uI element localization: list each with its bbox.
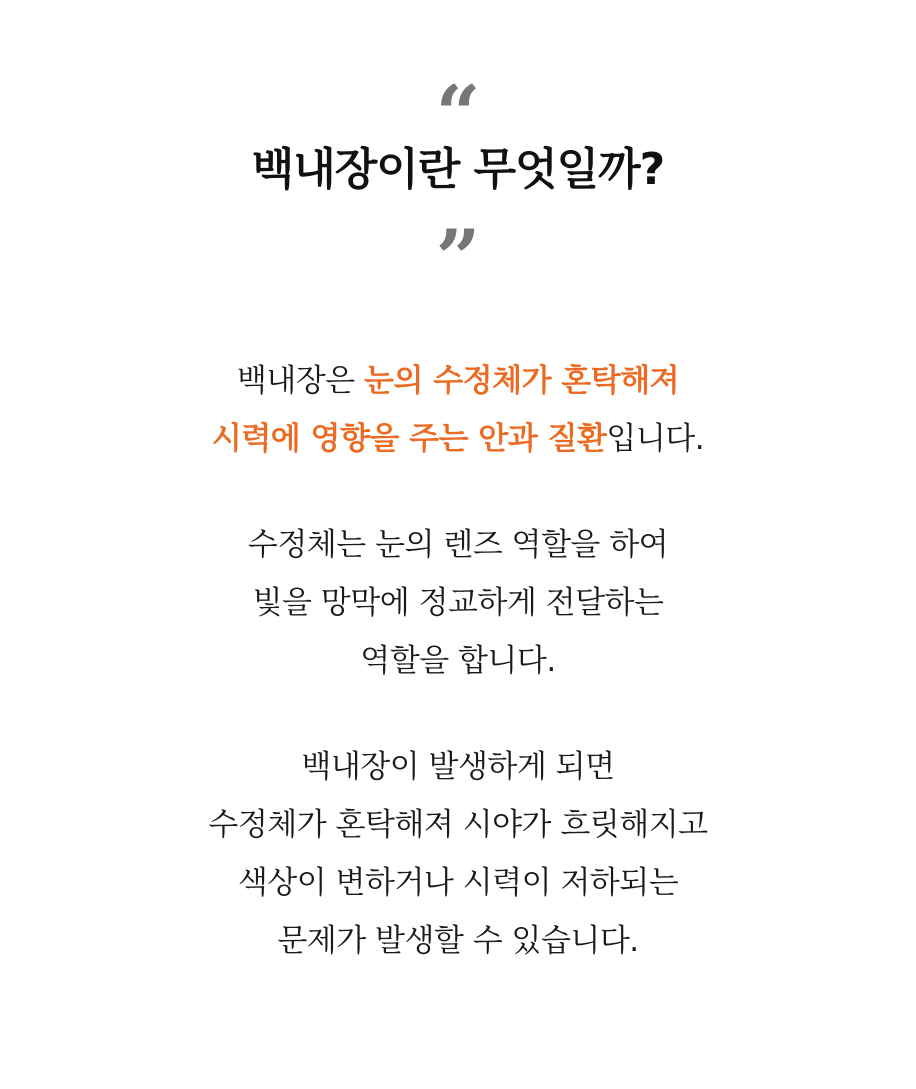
- text-line: 색상이 변하거나 시력이 저하되는: [237, 865, 679, 901]
- text-line: [0, 410, 916, 468]
- text-line: 수정체는 눈의 렌즈 역할을 하여: [247, 527, 669, 563]
- text-highlight: 시력에 영향을 주는 안과 질환: [211, 421, 607, 457]
- text-line: 백내장이 발생하게 되면: [301, 749, 615, 785]
- paragraph-definition: [0, 352, 916, 468]
- text-line: 문제가 발생할 수 있습니다.: [277, 923, 639, 959]
- text-line: 역할을 합니다.: [360, 643, 556, 679]
- close-quote-icon: ”: [435, 213, 481, 304]
- paragraph-symptoms: [0, 738, 916, 970]
- text-plain: 입니다.: [606, 421, 705, 457]
- text-highlight: 눈의 수정체가 혼탁해져: [364, 363, 680, 399]
- page-title: 백내장이란 무엇일까?: [251, 144, 665, 195]
- text-line: 수정체가 혼탁해져 시야가 흐릿해지고: [208, 807, 708, 843]
- body-text: [0, 352, 916, 1018]
- text-line: 빛을 망막에 정교하게 전달하는: [252, 585, 664, 621]
- open-quote-icon: “: [435, 69, 481, 160]
- text-plain: 백내장은: [236, 363, 365, 399]
- paragraph-lens-role: [0, 516, 916, 690]
- text-line: [0, 352, 916, 410]
